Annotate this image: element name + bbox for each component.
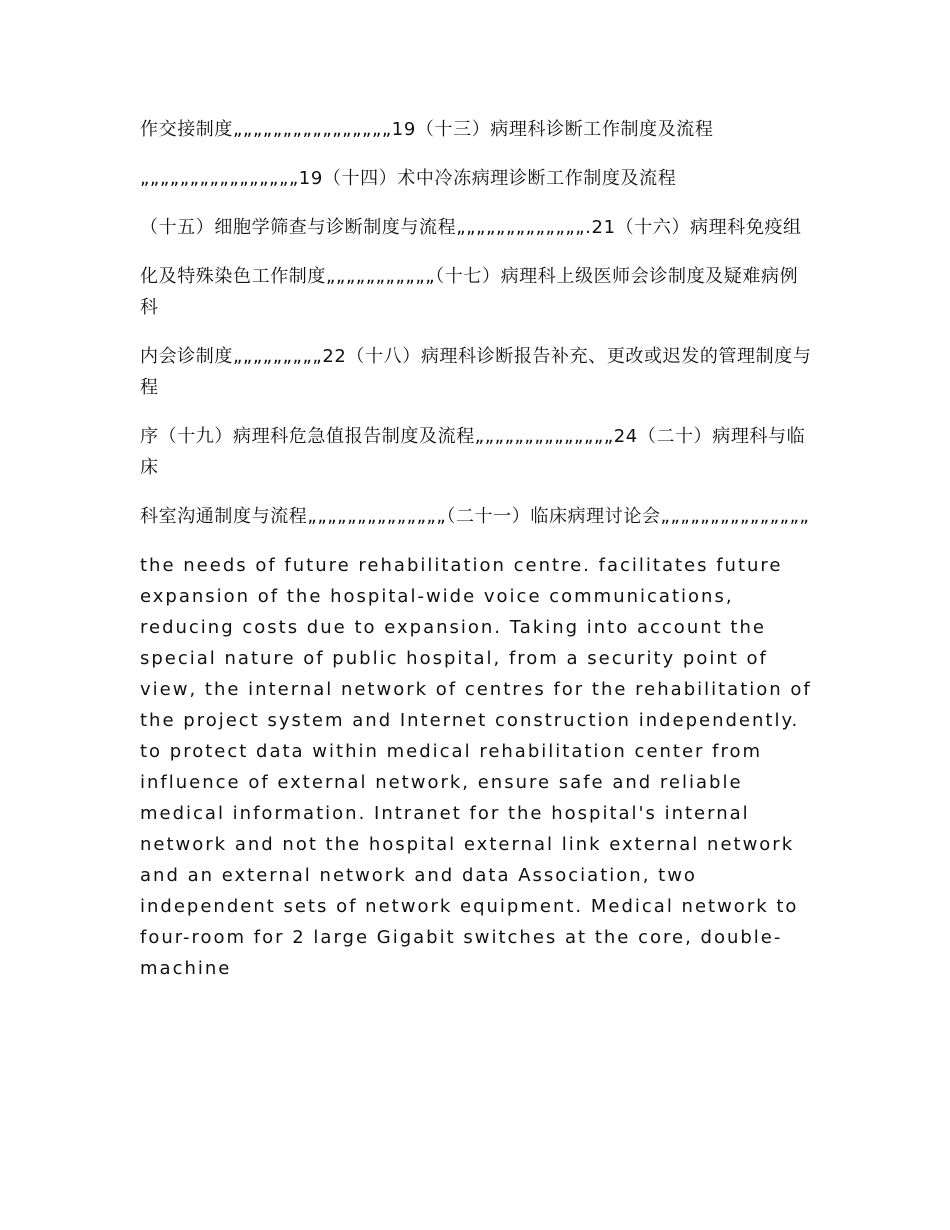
toc-paragraph: 科室沟通制度与流程„„„„„„„„„„„„„„（二十一）临床病理讨论会„„„„„„„„„„„„„„„ [140, 506, 810, 527]
toc-paragraph: 序（十九）病理科危急值报告制度及流程„„„„„„„„„„„„„„24（二十）病理科与临床 [140, 426, 806, 478]
body-paragraph: the needs of future rehabilitation centre. facilitates future expansion of the hospital-wide voice communications, reducing costs due to expansion. Taking into account the special nature of public hospital, from a security point of view, the internal network of centres for the rehabilitation of the project system and Internet construction independently. to protect data within medical rehabilitation center from influence of external network, ensure safe and reliable medical information. Intranet for the hospital's internal network and not the hospital external link external network and an external network and data Association, two independent sets of network equipment. Medical network to four-room for 2 large Gigabit switches at the core, double-machine [140, 555, 812, 979]
toc-paragraph: 作交接制度„„„„„„„„„„„„„„„„19（十三）病理科诊断工作制度及流程 [140, 119, 714, 140]
document-content [140, 114, 812, 984]
toc-paragraph: „„„„„„„„„„„„„„„„19（十四）术中冷冻病理诊断工作制度及流程 [140, 168, 677, 189]
toc-paragraph: 化及特殊染色工作制度„„„„„„„„„„„（十七）病理科上级医师会诊制度及疑难病例科 [140, 266, 799, 318]
toc-paragraph: 内会诊制度„„„„„„„„„22（十八）病理科诊断报告补充、更改或迟发的管理制度与程 [140, 346, 812, 398]
toc-paragraph: （十五）细胞学筛查与诊断制度与流程„„„„„„„„„„„„„.21（十六）病理科免疫组 [140, 217, 802, 238]
